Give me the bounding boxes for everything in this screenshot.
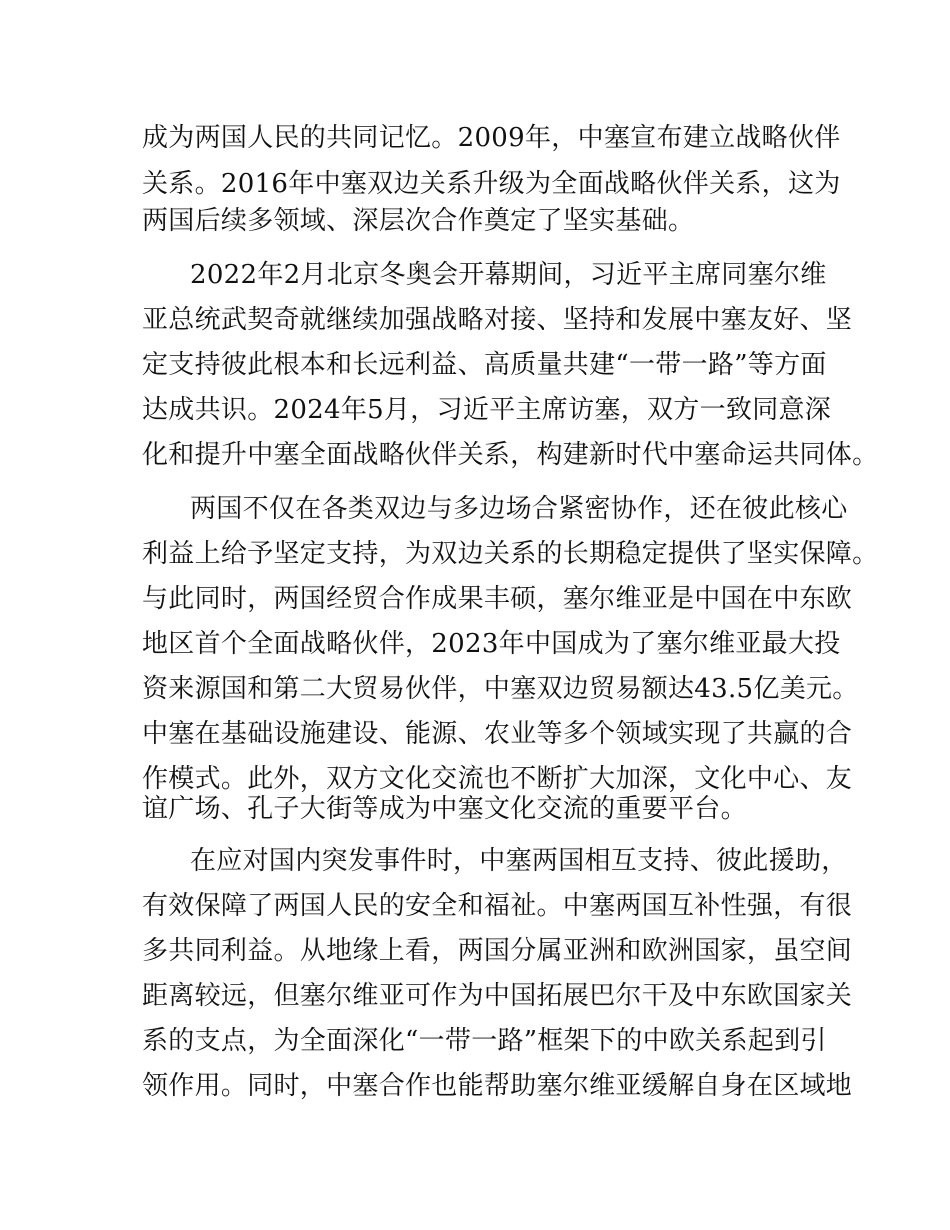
text-line: 资来源国和第二大贸易伙伴，中塞双边贸易额达43.5亿美元。	[142, 674, 859, 704]
text-line: 系的支点，为全面深化“一带一路”框架下的中欧关系起到引	[142, 1026, 827, 1056]
text-line: 2022年2月北京冬奥会开幕期间，习近平主席同塞尔维	[190, 260, 827, 290]
text-line: 成为两国人民的共同记忆。2009年，中塞宣布建立战略伙伴	[142, 123, 841, 153]
text-line: 中塞在基础设施建设、能源、农业等多个领域实现了共赢的合	[142, 719, 853, 749]
text-line: 定支持彼此根本和长远利益、高质量共建“一带一路”等方面	[142, 350, 827, 380]
text-line: 作模式。此外，双方文化交流也不断扩大加深，文化中心、友	[142, 764, 853, 794]
text-line: 距离较远，但塞尔维亚可作为中国拓展巴尔干及中东欧国家关	[142, 981, 853, 1011]
text-line: 亚总统武契奇就继续加强战略对接、坚持和发展中塞友好、坚	[142, 305, 853, 335]
text-line: 达成共识。2024年5月，习近平主席访塞，双方一致同意深	[142, 395, 832, 425]
text-line: 谊广场、孔子大街等成为中塞文化交流的重要平台。	[142, 794, 747, 824]
text-line: 多共同利益。从地缘上看，两国分属亚洲和欧洲国家，虽空间	[142, 936, 853, 966]
text-line: 与此同时，两国经贸合作成果丰硕，塞尔维亚是中国在中东欧	[142, 584, 853, 614]
text-line: 关系。2016年中塞双边关系升级为全面战略伙伴关系，这为	[142, 169, 841, 199]
text-line: 在应对国内突发事件时，中塞两国相互支持、彼此援助，	[190, 846, 848, 876]
text-line: 领作用。同时，中塞合作也能帮助塞尔维亚缓解自身在区域地	[142, 1071, 853, 1101]
text-line: 有效保障了两国人民的安全和福祉。中塞两国互补性强，有很	[142, 891, 853, 921]
text-line: 化和提升中塞全面战略伙伴关系，构建新时代中塞命运共同体。	[142, 440, 879, 470]
text-line: 利益上给予坚定支持，为双边关系的长期稳定提供了坚实保障。	[142, 539, 879, 569]
text-line: 地区首个全面战略伙伴，2023年中国成为了塞尔维亚最大投	[142, 629, 841, 659]
text-line: 两国不仅在各类双边与多边场合紧密协作，还在彼此核心	[190, 494, 848, 524]
text-line: 两国后续多领域、深层次合作奠定了坚实基础。	[142, 206, 695, 236]
